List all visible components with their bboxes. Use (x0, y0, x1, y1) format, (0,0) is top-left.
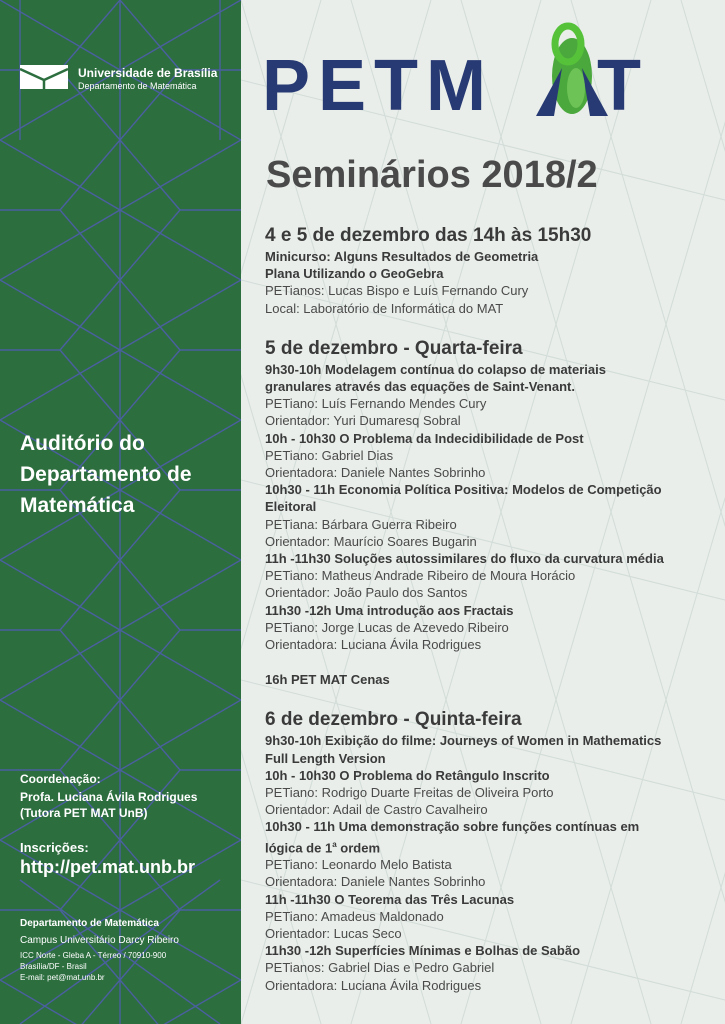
section-heading: 5 de dezembro - Quarta-feira (265, 337, 523, 359)
pattern-line (120, 350, 241, 420)
talk-title: 10h - 10h30 O Problema da Indecidibilidade de Post (265, 430, 584, 446)
pattern-line (60, 560, 120, 630)
talk-title: 11h30 -12h Superfícies Mínimas e Bolhas de Sabão (265, 943, 581, 959)
talk-title: 11h -11h30 O Teorema das Três Lacunas (265, 891, 515, 907)
pattern-line (120, 280, 241, 350)
pattern-line (0, 560, 120, 630)
pattern-line (0, 350, 120, 420)
pattern-line (120, 210, 241, 280)
pattern-line (60, 700, 120, 770)
pattern-line (120, 630, 180, 700)
talk-title: 9h30-10h Exibição do filme: Journeys of Women in Mathematics (265, 733, 662, 749)
pattern-line (0, 630, 120, 700)
talk-advisor: Orientadora: Luciana Ávila Rodrigues (265, 637, 482, 653)
section-thursday (265, 708, 715, 993)
pattern-line (120, 560, 241, 630)
talk-title: Eleitoral (265, 499, 317, 515)
pattern-line (120, 0, 180, 70)
talk-title: 10h30 - 11h Economia Política Positiva: Modelos de Competição (265, 482, 662, 498)
unb-emblem-icon (20, 65, 68, 89)
registration-label: Inscrições: (20, 840, 89, 855)
coordination-role: (Tutora PET MAT UnB) (20, 806, 148, 820)
section-wednesday (265, 337, 715, 689)
pattern-line (120, 0, 241, 70)
university-department: Departamento de Matemática (78, 81, 197, 91)
talk-advisor: Orientadora: Daniele Nantes Sobrinho (265, 874, 486, 890)
talk-title-part: lógica de 1 (265, 840, 333, 856)
talk-advisor: Orientadora: Luciana Ávila Rodrigues (265, 977, 482, 993)
pattern-line (60, 630, 120, 700)
pattern-line (120, 560, 180, 630)
pattern-line (120, 700, 241, 770)
pattern-line (60, 0, 120, 70)
talk-presenter: PETiano: Gabriel Dias (265, 447, 394, 463)
talk-presenters: PETianos: Gabriel Dias e Pedro Gabriel (265, 960, 495, 976)
talk-title: 9h30-10h Modelagem contínua do colapso de materiais (265, 361, 606, 377)
pattern-line (60, 140, 120, 210)
pattern-line (120, 140, 241, 210)
talk-presenter: PETiano: Luís Fernando Mendes Cury (265, 396, 487, 412)
pattern-line (120, 980, 180, 1024)
talk-advisor: Orientador: Maurício Soares Bugarin (265, 533, 477, 549)
talk-title: Minicurso: Alguns Resultados de Geometria (265, 249, 539, 264)
pattern-line (0, 140, 120, 210)
pattern-line (0, 0, 120, 70)
talk-presenter: PETiano: Rodrigo Duarte Freitas de Oliveira Porto (265, 785, 554, 801)
schedule (265, 224, 715, 994)
logo-text-right: T (597, 46, 641, 126)
pattern-line (0, 700, 120, 770)
pattern-line (0, 280, 120, 350)
section-heading: 4 e 5 de dezembro das 14h às 15h30 (265, 225, 592, 246)
address-building: ICC Norte - Gleba A - Térreo / 70910-900 (20, 951, 167, 960)
sidebar-panel (0, 0, 241, 1024)
talk-location: Local: Laboratório de Informática do MAT (265, 300, 504, 316)
talk-title (265, 836, 715, 857)
page-title: Seminários 2018/2 (266, 154, 598, 196)
pattern-line (60, 980, 120, 1024)
talk-advisor: Orientador: Lucas Seco (265, 926, 402, 942)
talk-presenter: PETiano: Leonardo Melo Batista (265, 857, 452, 873)
talk-title: 10h - 10h30 O Problema do Retângulo Inscrito (265, 767, 550, 783)
pattern-line (120, 700, 180, 770)
talk-title: 11h30 -12h Uma introdução aos Fractais (265, 602, 514, 618)
pattern-line (60, 350, 120, 420)
university-name: Universidade de Brasília (78, 66, 218, 80)
address-city: Brasília/DF - Brasil (20, 962, 87, 971)
pattern-line (120, 630, 241, 700)
pattern-line (120, 350, 180, 420)
pattern-line (120, 140, 180, 210)
venue-label: Auditório do Departamento de Matemática (20, 432, 192, 517)
pattern-line (120, 280, 180, 350)
ordinal-superscript: a (332, 839, 337, 849)
section-heading: 6 de dezembro - Quinta-feira (265, 709, 522, 731)
talk-advisor: Orientador: Adail de Castro Cavalheiro (265, 802, 488, 818)
pattern-line (0, 210, 120, 280)
pattern-line (60, 280, 120, 350)
coordination-name: Profa. Luciana Ávila Rodrigues (20, 790, 198, 804)
pattern-line (120, 770, 241, 840)
section-minicurso (265, 224, 715, 317)
talk-presenter: PETiana: Bárbara Guerra Ribeiro (265, 516, 457, 532)
talk-title: 11h -11h30 Soluções autossimilares do fluxo da curvatura média (265, 551, 664, 567)
address-email[interactable]: E-mail: pet@mat.unb.br (20, 973, 105, 982)
talk-title: granulares através das equações de Saint-Venant. (265, 379, 575, 395)
talk-presenter: PETiano: Amadeus Maldonado (265, 908, 444, 924)
petmat-logo (262, 18, 652, 133)
address-department: Departamento de Matemática (20, 918, 159, 929)
talk-advisor: Orientadora: Daniele Nantes Sobrinho (265, 465, 486, 481)
talk-presenters: PETianos: Lucas Bispo e Luís Fernando Cury (265, 283, 529, 299)
talk-title: 10h30 - 11h Uma demonstração sobre funções contínuas em (265, 819, 640, 835)
pattern-line (60, 210, 120, 280)
talk-presenter: PETiano: Jorge Lucas de Azevedo Ribeiro (265, 619, 509, 635)
talk-title: 16h PET MAT Cenas (265, 672, 390, 688)
pattern-line (120, 770, 180, 840)
talk-advisor: Orientador: João Paulo dos Santos (265, 585, 468, 601)
logo-text-left: PETM (262, 46, 495, 126)
talk-title-part: ordem (336, 840, 380, 856)
address-campus: Campus Universitário Darcy Ribeiro (20, 935, 179, 946)
talk-presenter: PETiano: Matheus Andrade Ribeiro de Moura Horácio (265, 568, 576, 584)
talk-advisor: Orientador: Yuri Dumaresq Sobral (265, 413, 461, 429)
talk-title: Plana Utilizando o GeoGebra (265, 266, 444, 282)
pattern-line (120, 210, 180, 280)
coordination-label: Coordenação: (20, 772, 101, 786)
registration-url[interactable]: http://pet.mat.unb.br (20, 857, 195, 877)
talk-title: Full Length Version (265, 750, 386, 766)
